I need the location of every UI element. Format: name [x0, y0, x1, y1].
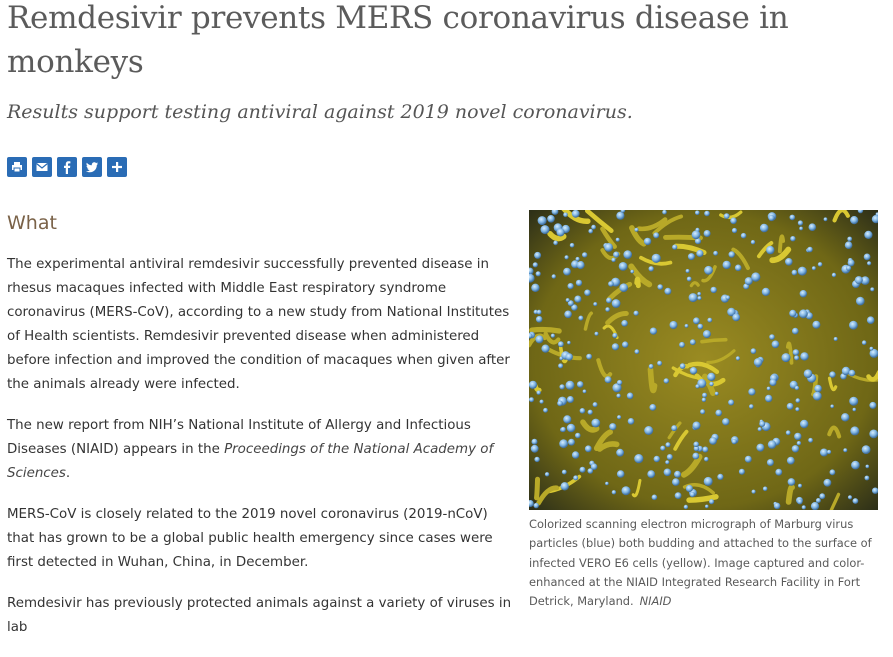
article-body: [7, 253, 517, 657]
micrograph-image: [529, 210, 878, 510]
twitter-icon: [85, 160, 99, 174]
email-icon: [35, 160, 49, 174]
paragraph-4: Remdesivir has previously protected animals against a variety of viruses in lab: [7, 596, 512, 635]
facebook-icon: [60, 160, 74, 174]
image-credit: NIAID: [639, 594, 672, 609]
paragraph-2-end: .: [65, 466, 71, 481]
paragraph-2: [7, 414, 517, 486]
share-toolbar: [7, 157, 127, 177]
paragraph-1: The experimental antiviral remdesivir successfully prevented disease in rhesus macaques infected with Middle East respiratory syndrome coronavirus (MERS-CoV), according to a new study from National Institutes of Health scientists. Remdesivir prevented disease when administered before infection and improved the condition of macaques when given after the animals already were infected.: [7, 257, 510, 392]
more-share-button[interactable]: [107, 157, 127, 177]
caption-text: Colorized scanning electron micrograph of Marburg virus particles (blue) both budding and attached to the surface of infected VERO E6 cells (yellow). Image captured and color-enhanced at the NIAID Integrated Research Facility in Fort Detrick, Maryland.: [529, 517, 872, 609]
facebook-button[interactable]: [57, 157, 77, 177]
page-title: Remdesivir prevents MERS coronavirus disease in monkeys: [7, 0, 789, 80]
email-button[interactable]: [32, 157, 52, 177]
journal-name: Proceedings of the National Academy of Sciences: [7, 442, 494, 481]
paragraph-3: MERS-CoV is closely related to the 2019 novel coronavirus (2019-nCoV) that has grown to be a global public health emergency since cases were first detected in Wuhan, China, in December.: [7, 507, 493, 570]
print-button[interactable]: [7, 157, 27, 177]
print-icon: [10, 160, 24, 174]
section-heading-what: What: [7, 212, 57, 234]
article-figure: [529, 210, 878, 611]
page-subtitle: Results support testing antiviral against 2019 novel coronavirus.: [7, 101, 633, 123]
figure-caption: [529, 515, 878, 611]
plus-icon: [110, 160, 124, 174]
twitter-button[interactable]: [82, 157, 102, 177]
paragraph-2-text: The new report from NIH’s National Institute of Allergy and Infectious Diseases (NIAID) appears in the: [7, 418, 471, 457]
